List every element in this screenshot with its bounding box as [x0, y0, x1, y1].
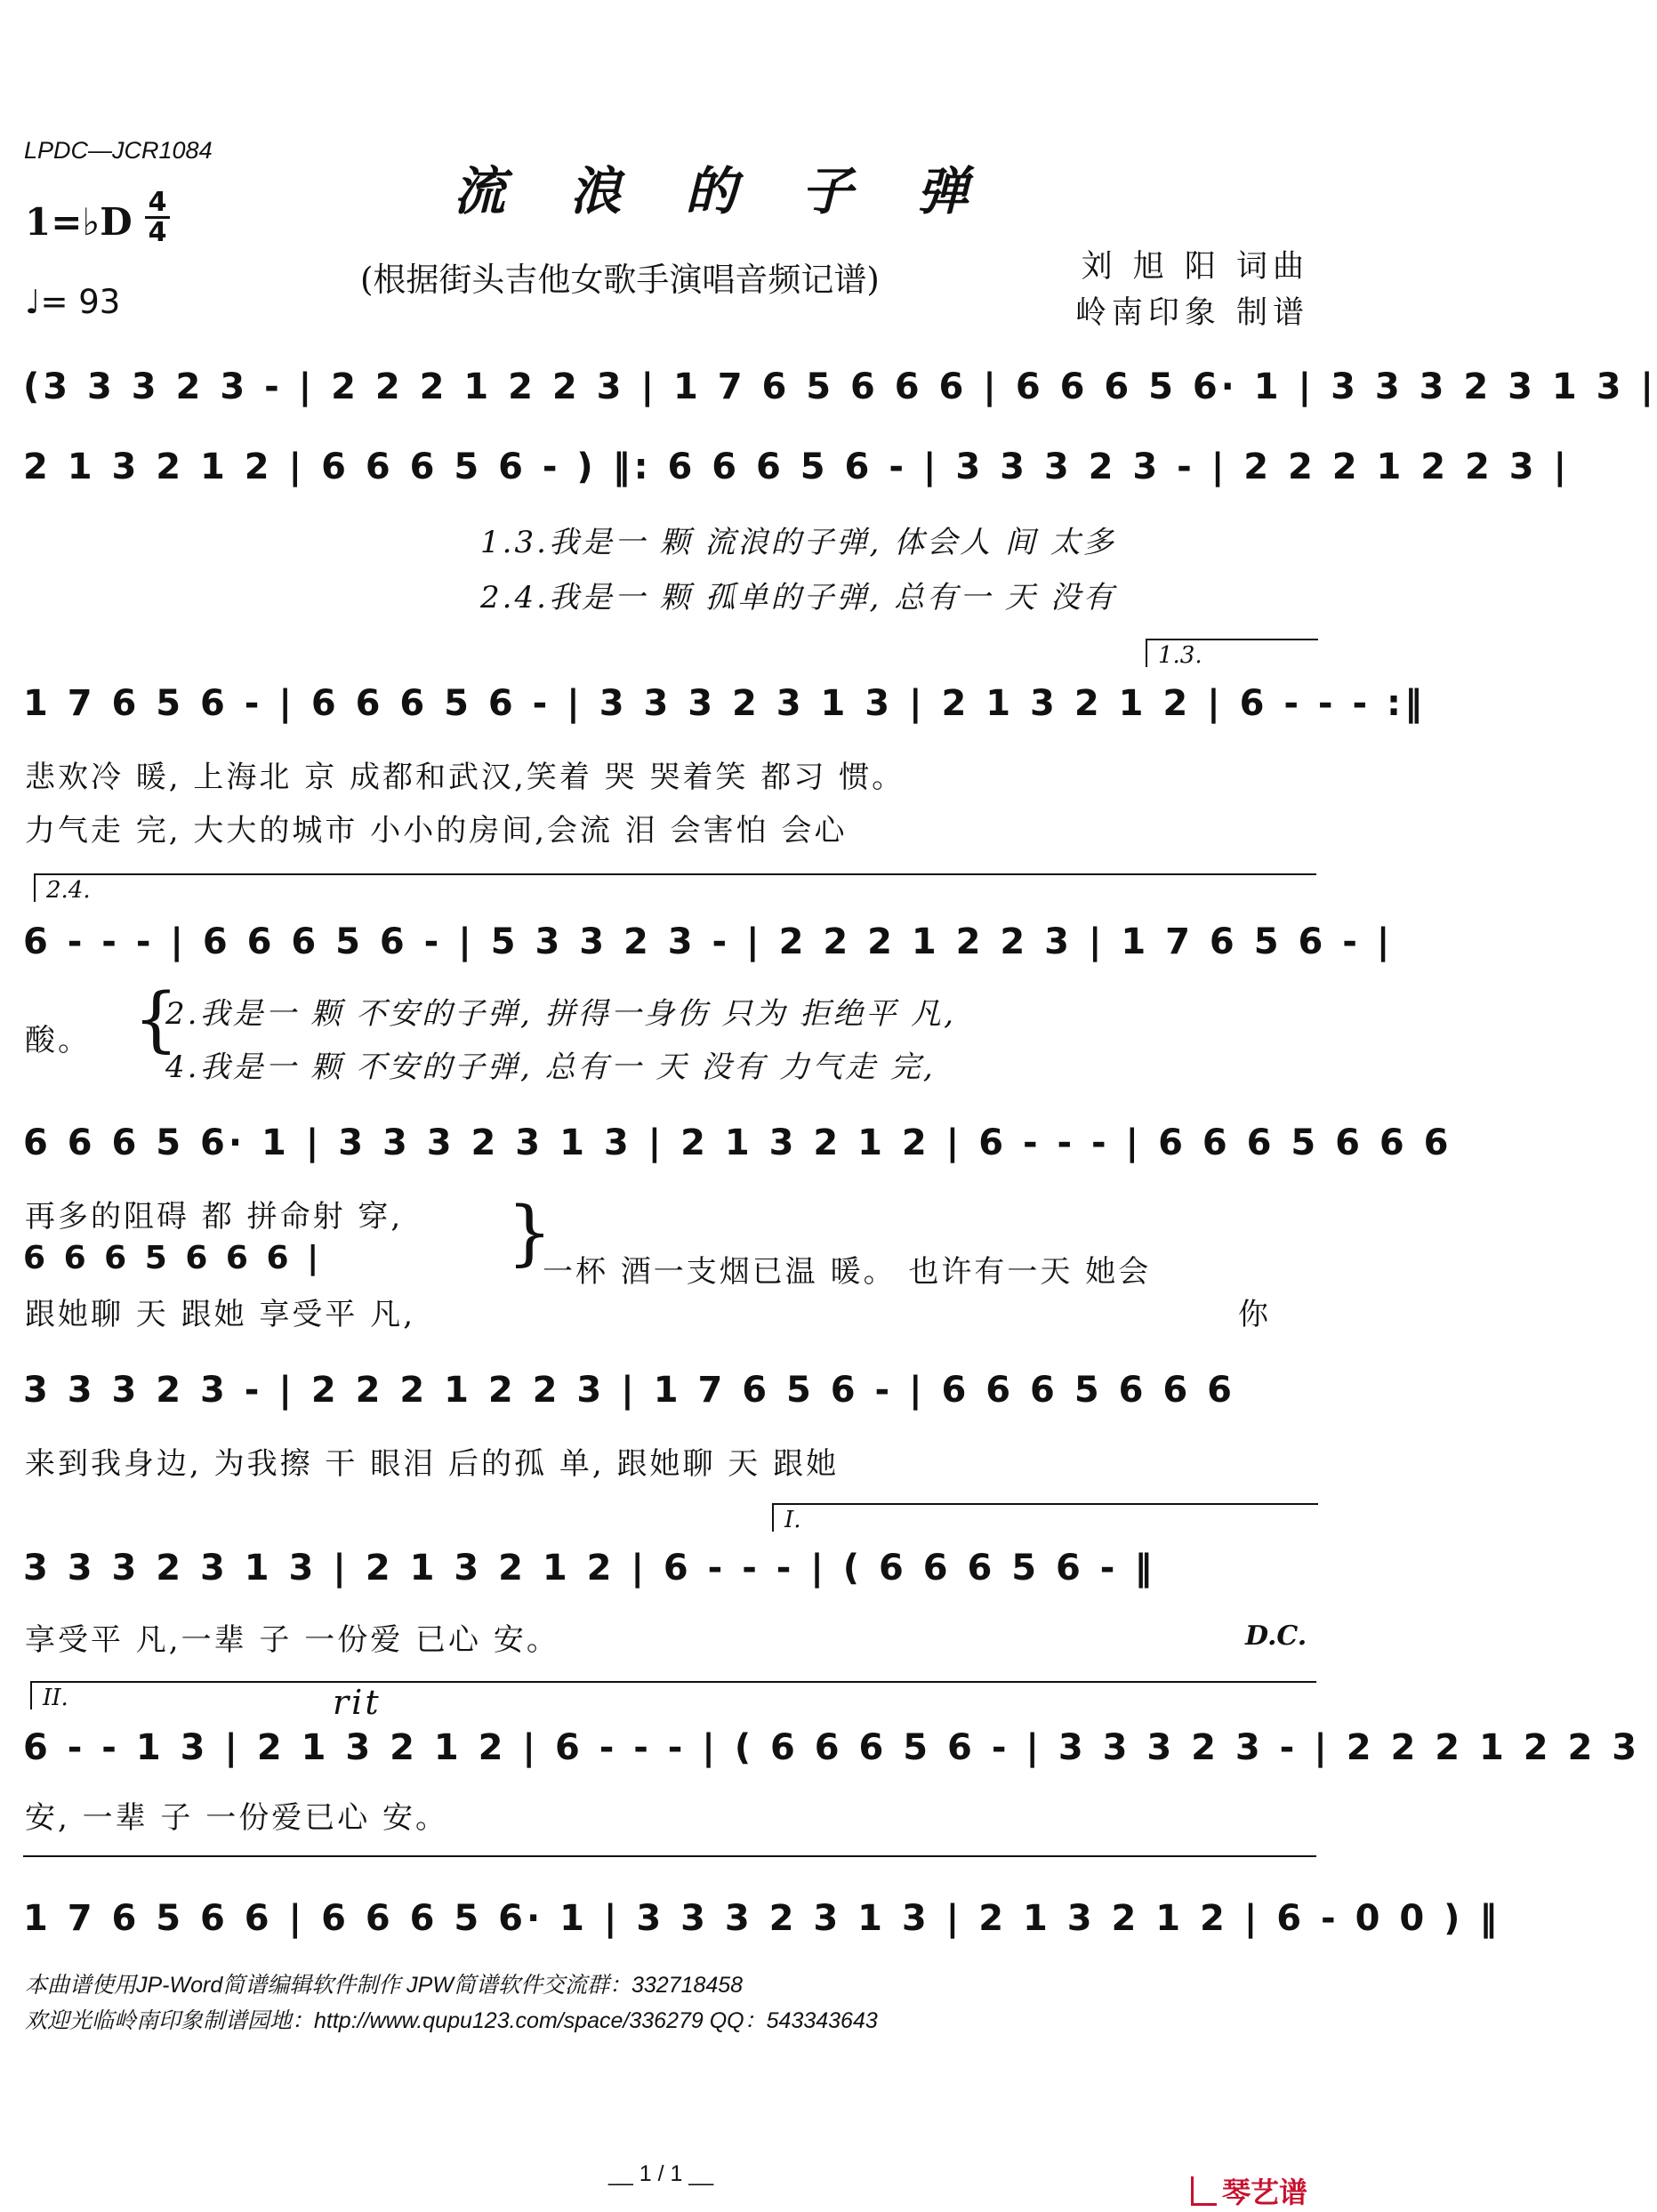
score-system-6: 3 3 3 2 3 - | 2 2 2 1 2 2 3 | 1 7 6 5 6 - | 6 6 6 5 6 6 6 — [23, 1370, 1235, 1411]
lyric-line: 力气走 完, 大大的城市 小小的房间,会流 泪 会害怕 会心 — [25, 813, 848, 849]
lyric-line: 来到我身边, 为我擦 干 眼泪 后的孤 单, 跟她聊 天 跟她 — [25, 1446, 840, 1482]
key-signature: 1=♭D — [25, 200, 133, 244]
volta-bracket-2-4: 2.4. — [34, 873, 1316, 902]
score-system-2: 2 1 3 2 1 2 | 6 6 6 5 6 - ) ‖: 6 6 6 5 6 - | 3 3 3 2 3 - | 2 2 2 1 2 2 3 | — [23, 446, 1571, 487]
lyric-line: 享受平 凡,一辈 子 一份爱 已心 安。 — [25, 1622, 559, 1658]
lyric-line: 再多的阻碍 都 拼命射 穿, — [25, 1199, 404, 1235]
song-title: 流 浪 的 子 弹 — [454, 161, 992, 221]
volta-bracket-second-ending: II. — [30, 1681, 1316, 1709]
meter-bottom: 4 — [148, 217, 167, 248]
score-system-4: 6 - - - | 6 6 6 5 6 - | 5 3 3 2 3 - | 2 2 2 1 2 2 3 | 1 7 6 5 6 - | — [23, 921, 1394, 962]
logo-mark-icon — [1191, 2176, 1217, 2206]
lyric-brace: } — [507, 1191, 552, 1274]
lyric-line-verse-2: 2.我是一 颗 不安的子弹, 拼得一身伤 只为 拒绝平 凡, — [165, 996, 956, 1032]
alternate-notes: 6 6 6 5 6 6 6 | — [23, 1240, 323, 1276]
page-number: __ 1 / 1 __ — [608, 2161, 714, 2186]
score-system-8: 6 - - 1 3 | 2 1 3 2 1 2 | 6 - - - | ( 6 6 6 5 6 - | 3 3 3 2 3 - | 2 2 2 1 2 2 3 — [23, 1727, 1641, 1768]
lyric-line-verse-1-3: 1.3.我是一 颗 流浪的子弹, 体会人 间 太多 — [480, 525, 1116, 560]
lyric-line-merged: 一杯 酒一支烟已温 暖。 也许有一天 她会 — [543, 1254, 1152, 1290]
score-system-7: 3 3 3 2 3 1 3 | 2 1 3 2 1 2 | 6 - - - | ( 6 6 6 5 6 - ‖ — [23, 1548, 1156, 1589]
catalog-number: LPDC—JCR1084 — [24, 137, 213, 164]
song-subtitle: (根据街头吉他女歌手演唱音频记谱) — [360, 261, 880, 299]
meter-top: 4 — [148, 187, 167, 218]
footer-website-note: 欢迎光临岭南印象制谱园地：http://www.qupu123.com/space/336279 QQ：543343643 — [25, 2008, 878, 2033]
section-divider — [23, 1855, 1316, 1857]
tempo-marking: ♩= 93 — [25, 283, 121, 321]
lyric-brace: { — [133, 977, 179, 1060]
lyric-line-verse-2-4: 2.4.我是一 颗 孤单的子弹, 总有一 天 没有 — [480, 580, 1116, 615]
da-capo-marking: D.C. — [1245, 1621, 1307, 1652]
lyric-line-verse-4: 4.我是一 颗 不安的子弹, 总有一 天 没有 力气走 完, — [165, 1050, 936, 1085]
lyric-line: 安, 一辈 子 一份爱已心 安。 — [25, 1800, 449, 1836]
footer-software-note: 本曲谱使用JP-Word简谱编辑软件制作 JPW简谱软件交流群：332718458 — [25, 1973, 744, 1998]
score-system-5: 6 6 6 5 6· 1 | 3 3 3 2 3 1 3 | 2 1 3 2 1 2 | 6 - - - | 6 6 6 5 6 6 6 — [23, 1122, 1452, 1163]
lyric-line-lead: 酸。 — [25, 1023, 91, 1058]
time-signature — [145, 189, 170, 246]
volta-bracket-1-3: 1.3. — [1146, 639, 1318, 667]
lyric-line: 悲欢冷 暖, 上海北 京 成都和武汉,笑着 哭 哭着笑 都习 惯。 — [25, 760, 905, 795]
ritardando-marking: rit — [333, 1683, 382, 1722]
score-system-1: (3 3 3 2 3 - | 2 2 2 1 2 2 3 | 1 7 6 5 6 6 6 | 6 6 6 5 6· 1 | 3 3 3 2 3 1 3 | — [23, 366, 1657, 407]
score-system-9: 1 7 6 5 6 6 | 6 6 6 5 6· 1 | 3 3 3 2 3 1 3 | 2 1 3 2 1 2 | 6 - 0 0 ) ‖ — [23, 1898, 1501, 1939]
site-logo: 琴艺谱 — [1191, 2170, 1307, 2211]
arranger-credit: 岭南印象 制谱 — [1074, 295, 1309, 331]
score-system-3: 1 7 6 5 6 - | 6 6 6 5 6 - | 3 3 3 2 3 1 3 | 2 1 3 2 1 2 | 6 - - - :‖ — [23, 683, 1426, 724]
lyric-word: 你 — [1238, 1297, 1271, 1332]
lyricist-composer-credit: 刘 旭 阳 词曲 — [1081, 249, 1309, 285]
volta-bracket-first-ending: I. — [772, 1503, 1318, 1532]
lyric-line: 跟她聊 天 跟她 享受平 凡, — [25, 1297, 416, 1332]
